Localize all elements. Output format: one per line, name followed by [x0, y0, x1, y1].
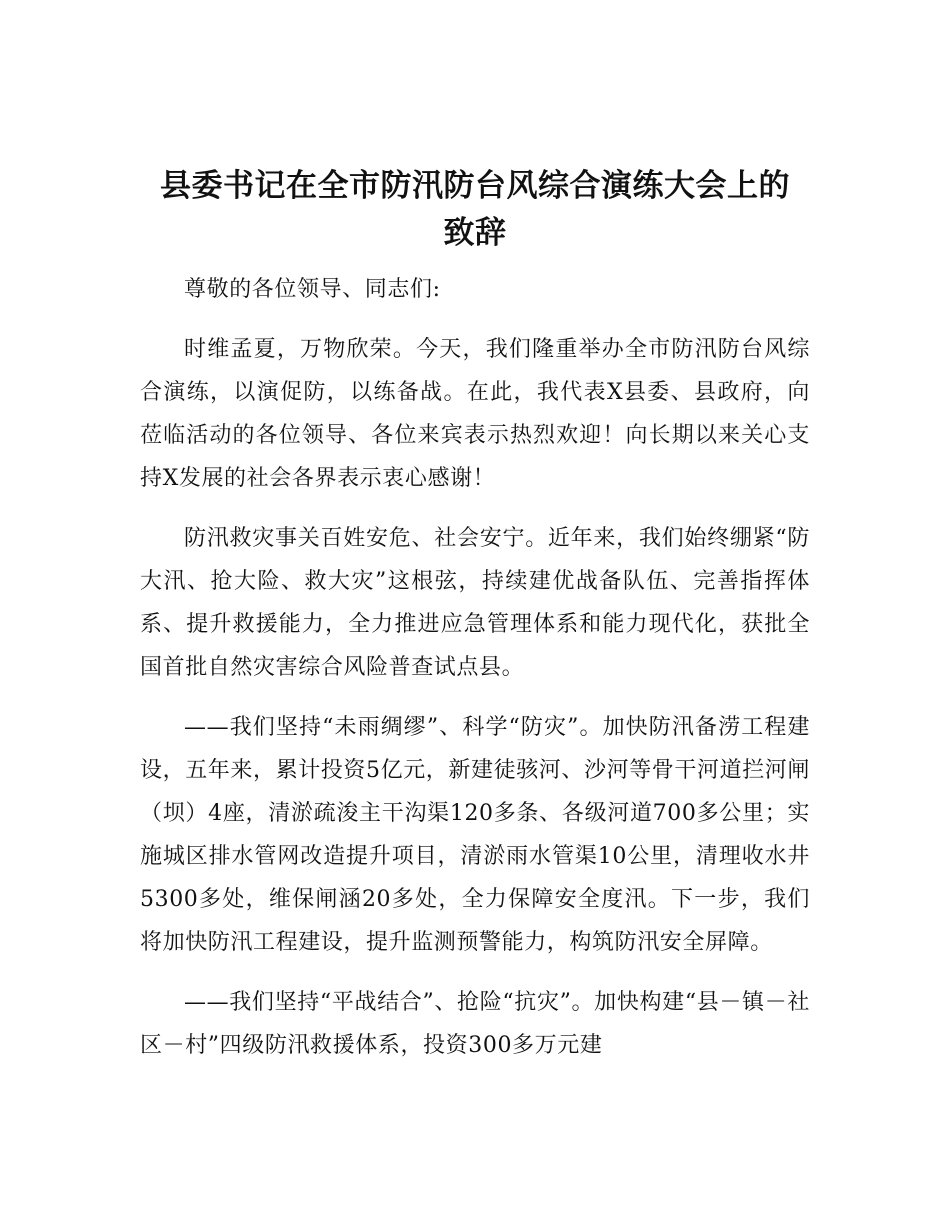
document-title	[140, 163, 810, 257]
paragraph-rescue-system: ——我们坚持“平战结合”、抢险“抗灾”。加快构建“县－镇－社区－村”四级防汛救援体系，投资300多万元建	[140, 990, 810, 1058]
title-line-1: 县委书记在全市防汛防台风综合演练大会上的	[160, 168, 790, 204]
paragraph-disaster-prevention: ——我们坚持“未雨绸缪”、科学“防灾”。加快防汛备涝工程建设，五年来，累计投资5亿元，新建徒骇河、沙河等骨干河道拦河闸（坝）4座，清淤疏浚主干沟渠120多条、各级河道700多公里；实施城区排水管网改造提升项目，清淤雨水管渠10公里，清理收水井5300多处，维保闸涵20多处，全力保障安全度汛。下一步，我们将加快防汛工程建设，提升监测预警能力，构筑防汛安全屏障。	[140, 715, 810, 955]
salutation: 尊敬的各位领导、同志们:	[184, 277, 441, 302]
paragraph-opening: 时维孟夏，万物欣荣。今天，我们隆重举办全市防汛防台风综合演练，以演促防，以练备战。在此，我代表X县委、县政府，向莅临活动的各位领导、各位来宾表示热烈欢迎！向长期以来关心支持X发展的社会各界表示衷心感谢！	[140, 337, 810, 491]
title-line-2: 致辞	[443, 215, 507, 251]
paragraph-overview: 防汛救灾事关百姓安危、社会安宁。近年来，我们始终绷紧“防大汛、抢大险、救大灾”这根弦，持续建优战备队伍、完善指挥体系、提升救援能力，全力推进应急管理体系和能力现代化，获批全国首批自然灾害综合风险普查试点县。	[140, 526, 810, 680]
document-body	[140, 268, 810, 1084]
